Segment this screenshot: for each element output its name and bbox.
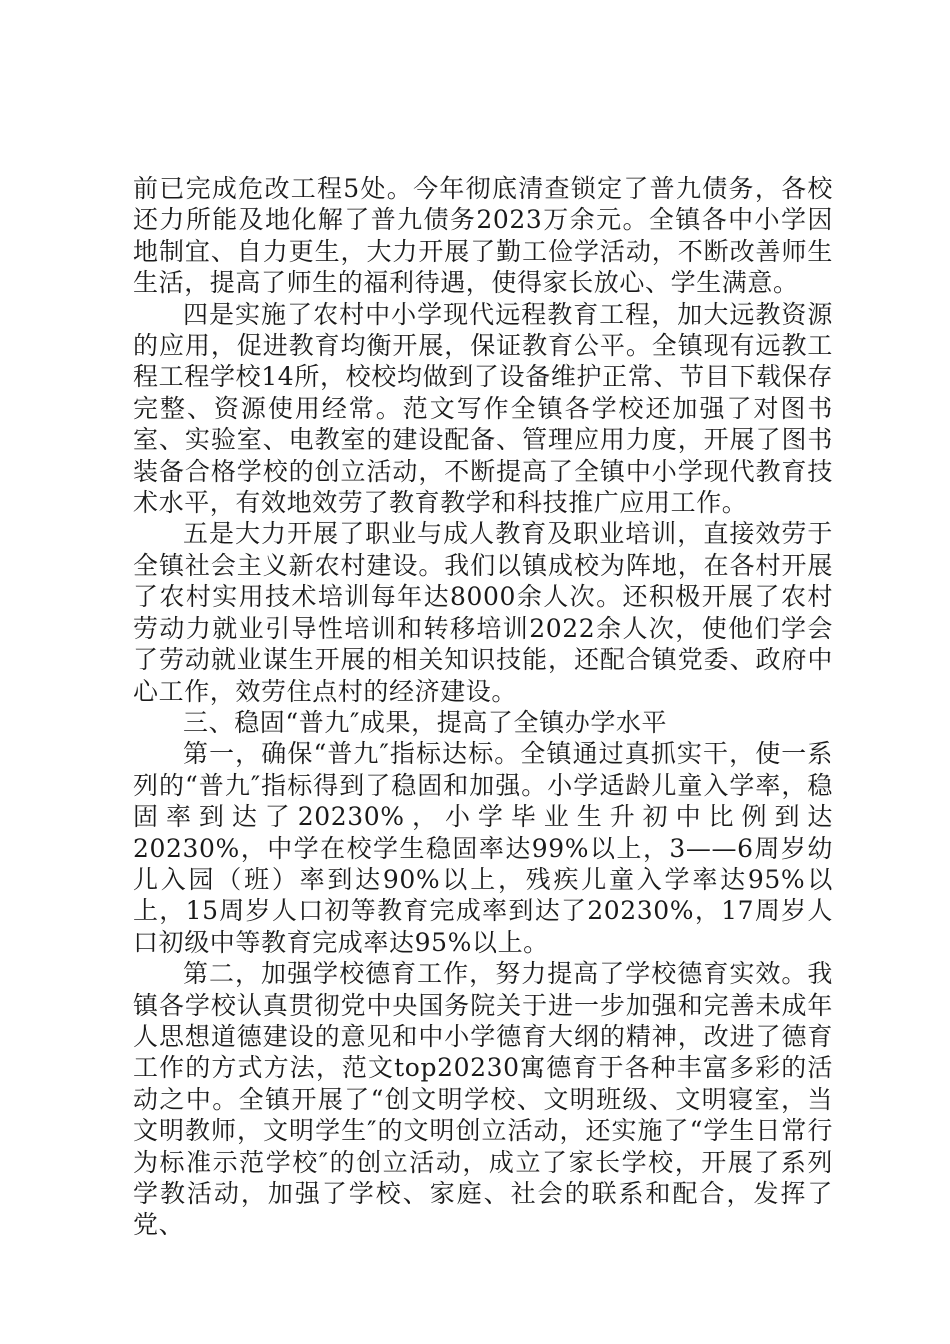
paragraph-remote-education: 四是实施了农村中小学现代远程教育工程，加大远教资源的应用，促进教育均衡开展，保证教育公平。全镇现有远教工程工程学校14所，校校均做到了设备维护正常、节目下载保存完整、资源使用经常。范文写作全镇各学校还加强了对图书室、实验室、电教室的建设配备、管理应用力度，开展了图书装备合格学校的创立活动，不断提高了全镇中小学现代教育技术水平，有效地效劳了教育教学和科技推广应用工作。 [133, 299, 833, 518]
paragraph-continuation: 前已完成危改工程5处。今年彻底清查锁定了普九债务，各校还力所能及地化解了普九债务2023万余元。全镇各中小学因地制宜、自力更生，大力开展了勤工俭学活动，不断改善师生生活，提高了师生的福利待遇，使得家长放心、学生满意。 [133, 174, 833, 298]
paragraph-vocational-training: 五是大力开展了职业与成人教育及职业培训，直接效劳于全镇社会主义新农村建设。我们以镇成校为阵地，在各村开展了农村实用技术培训每年达8000余人次。还积极开展了农村劳动力就业引导性培训和转移培训2022余人次，使他们学会了劳动就业谋生开展的相关知识技能，还配合镇党委、政府中心工作，效劳住点村的经济建设。 [133, 519, 833, 706]
section-heading-three: 三、稳固“普九″成果，提高了全镇办学水平 [183, 707, 668, 737]
paragraph-first-targets: 第一，确保“普九″指标达标。全镇通过真抓实干，使一系列的“普九″指标得到了稳固和加强。小学适龄儿童入学率，稳固率到达了20230%，小学毕业生升初中比例到达20230%，中学在校学生稳固率达99%以上，3——6周岁幼儿入园（班）率到达90%以上，残疾儿童入学率达95%以上，15周岁人口初等教育完成率到达了20230%，17周岁人口初级中等教育完成率达95%以上。 [133, 739, 833, 957]
paragraph-second-moral-education: 第二，加强学校德育工作，努力提高了学校德育实效。我镇各学校认真贯彻党中央国务院关于进一步加强和完善未成年人思想道德建设的意见和中小学德育大纲的精神，改进了德育工作的方式方法，范文top20230寓德育于各种丰富多彩的活动之中。全镇开展了“创文明学校、文明班级、文明寝室，当文明教师，文明学生″的文明创立活动，还实施了“学生日常行为标准示范学校″的创立活动，成立了家长学校，开展了系列学教活动，加强了学校、家庭、社会的联系和配合，发挥了党、 [133, 959, 833, 1240]
document-body [133, 173, 833, 1241]
